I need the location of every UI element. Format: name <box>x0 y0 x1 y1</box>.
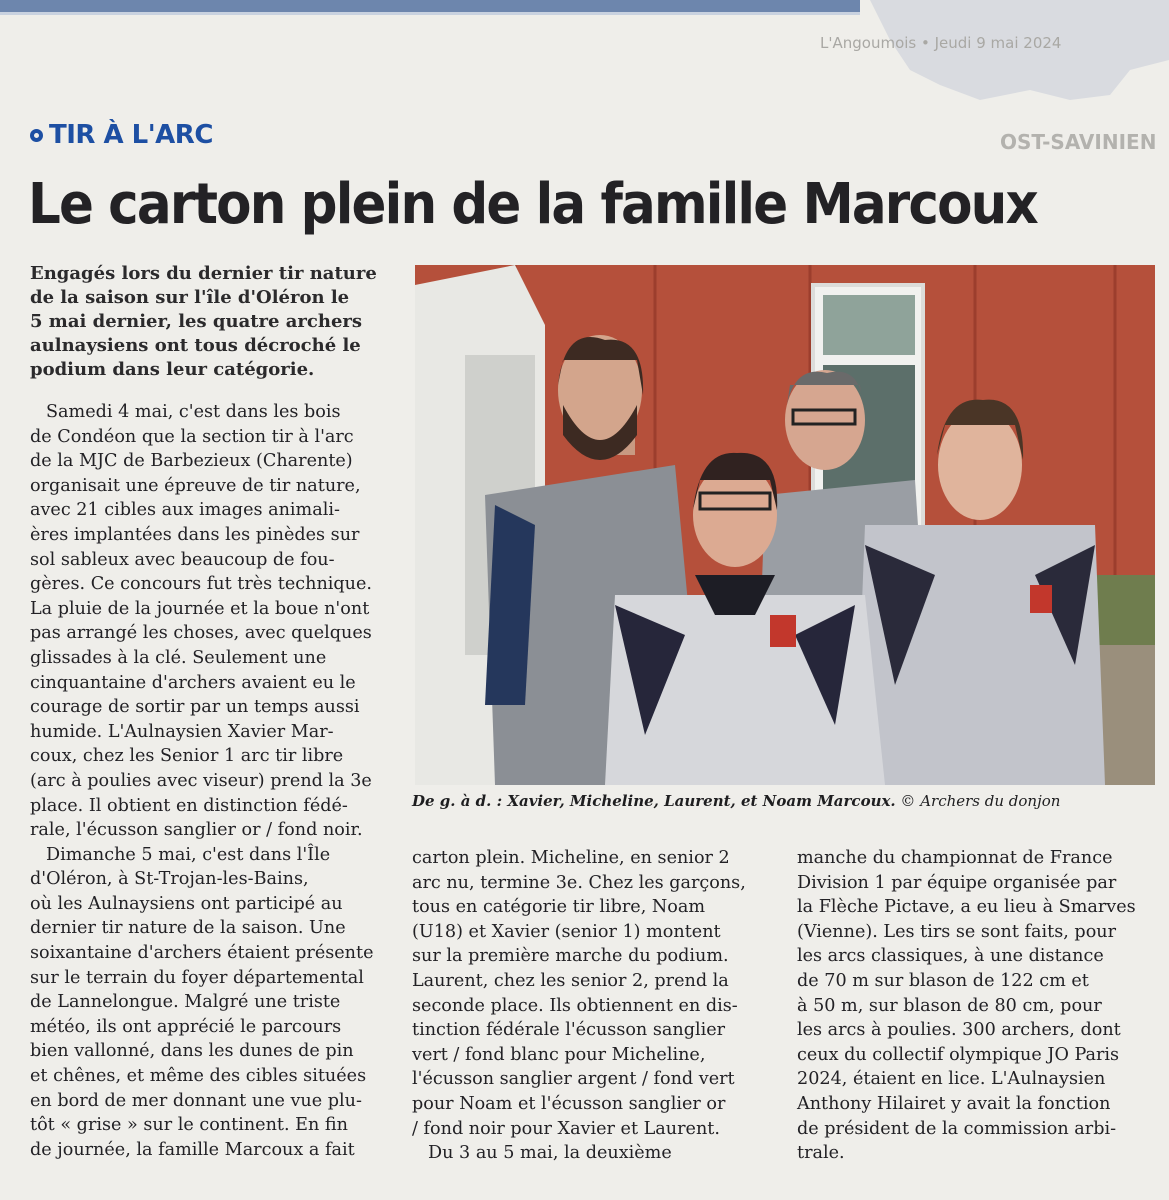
text-line: Dimanche 5 mai, c'est dans l'Île <box>46 844 331 865</box>
text-line: glissades à la clé. Seulement une <box>30 647 327 668</box>
top-color-band <box>0 0 860 12</box>
text-line: carton plein. Micheline, en senior 2 <box>412 848 730 868</box>
text-line: sur le terrain du foyer départemental <box>30 967 364 988</box>
text-line: pas arrangé les choses, avec quelques <box>30 623 372 644</box>
top-color-band-thin <box>0 12 860 15</box>
article-column-1 <box>30 400 382 1162</box>
text-line: aulnaysiens ont tous décroché le <box>30 335 361 356</box>
text-line: où les Aulnaysiens ont participé au <box>30 893 343 914</box>
section-kicker <box>30 120 213 150</box>
caption-credit: © Archers du donjon <box>900 792 1061 810</box>
text-line: de la MJC de Barbezieux (Charente) <box>30 451 353 472</box>
text-line: vert / fond blanc pour Micheline, <box>412 1044 706 1065</box>
text-line: Laurent, chez les senior 2, prend la <box>412 970 729 991</box>
text-line: manche du championnat de France <box>797 848 1113 868</box>
text-line: (U18) et Xavier (senior 1) montent <box>412 921 721 942</box>
text-line: Division 1 par équipe organisée par <box>797 872 1117 893</box>
bleed-through-section: OST-SAVINIEN <box>1000 130 1157 154</box>
kicker-label: TIR À L'ARC <box>49 120 213 150</box>
text-line: (Vienne). Les tirs se sont faits, pour <box>797 921 1117 942</box>
text-line: 2024, étaient en lice. L'Aulnaysien <box>797 1069 1106 1090</box>
text-line: dernier tir nature de la saison. Une <box>30 918 346 939</box>
text-line: arc nu, termine 3e. Chez les garçons, <box>412 872 746 893</box>
text-line: à 50 m, sur blason de 80 cm, pour <box>797 995 1102 1016</box>
photo-caption <box>412 792 1132 810</box>
text-line: cinquantaine d'archers avaient eu le <box>30 672 356 693</box>
text-line: sur la première marche du podium. <box>412 946 729 967</box>
text-line: tôt « grise » sur le continent. En fin <box>30 1115 349 1136</box>
text-line: les arcs à poulies. 300 archers, dont <box>797 1020 1121 1041</box>
text-line: Du 3 au 5 mai, la deuxième <box>428 1143 672 1164</box>
text-line: Engagés lors du dernier tir nature <box>30 263 377 284</box>
text-line: les arcs classiques, à une distance <box>797 946 1104 967</box>
text-line: Anthony Hilairet y avait la fonction <box>797 1093 1111 1114</box>
article-column-2 <box>412 846 767 1166</box>
text-line: sol sableux avec beaucoup de fou- <box>30 549 335 570</box>
text-line: ères implantées dans les pinèdes sur <box>30 524 360 545</box>
text-line: météo, ils ont apprécié le parcours <box>30 1016 342 1037</box>
text-line: la Flèche Pictave, a eu lieu à Smarves <box>797 897 1136 918</box>
map-bleed-graphic <box>830 0 1169 110</box>
text-line: de la saison sur l'île d'Oléron le <box>30 287 350 308</box>
text-line: rale, l'écusson sanglier or / fond noir. <box>30 820 363 841</box>
article-headline: Le carton plein de la famille Marcoux <box>28 172 1037 237</box>
text-line: (arc à poulies avec viseur) prend la 3e <box>30 770 372 791</box>
text-line: de journée, la famille Marcoux a fait <box>30 1139 355 1160</box>
kicker-circle-icon <box>30 129 43 142</box>
text-line: gères. Ce concours fut très technique. <box>30 574 373 595</box>
text-line: de président de la commission arbi- <box>797 1118 1117 1139</box>
text-line: humide. L'Aulnaysien Xavier Mar- <box>30 721 334 742</box>
text-line: La pluie de la journée et la boue n'ont <box>30 598 370 619</box>
bleed-through-date: L'Angoumois • Jeudi 9 mai 2024 <box>820 34 1062 52</box>
text-line: tinction fédérale l'écusson sanglier <box>412 1020 726 1041</box>
text-line: / fond noir pour Xavier et Laurent. <box>412 1118 720 1139</box>
text-line: d'Oléron, à St-Trojan-les-Bains, <box>30 869 309 890</box>
text-line: seconde place. Ils obtiennent en dis- <box>412 995 738 1016</box>
text-line: podium dans leur catégorie. <box>30 359 315 380</box>
article-column-3 <box>797 846 1155 1166</box>
text-line: l'écusson sanglier argent / fond vert <box>412 1069 735 1090</box>
text-line: place. Il obtient en distinction fédé- <box>30 795 348 816</box>
text-line: et chênes, et même des cibles situées <box>30 1066 367 1087</box>
text-line: Samedi 4 mai, c'est dans les bois <box>46 402 341 422</box>
text-line: 5 mai dernier, les quatre archers <box>30 311 363 332</box>
text-line: bien vallonné, dans les dunes de pin <box>30 1041 354 1062</box>
team-photo <box>415 265 1155 785</box>
text-line: de Lannelongue. Malgré une triste <box>30 992 341 1013</box>
text-line: ceux du collectif olympique JO Paris <box>797 1044 1120 1065</box>
text-line: de Condéon que la section tir à l'arc <box>30 426 354 447</box>
text-line: en bord de mer donnant une vue plu- <box>30 1090 362 1111</box>
text-line: coux, chez les Senior 1 arc tir libre <box>30 746 344 767</box>
text-line: trale. <box>797 1143 845 1164</box>
text-line: soixantaine d'archers étaient présente <box>30 943 374 964</box>
text-line: courage de sortir par un temps aussi <box>30 697 360 718</box>
text-line: organisait une épreuve de tir nature, <box>30 475 361 496</box>
text-line: avec 21 cibles aux images animali- <box>30 500 340 521</box>
text-line: pour Noam et l'écusson sanglier or <box>412 1093 726 1114</box>
text-line: tous en catégorie tir libre, Noam <box>412 897 706 918</box>
article-lead <box>30 262 390 382</box>
caption-names: De g. à d. : Xavier, Micheline, Laurent, et Noam Marcoux. <box>412 792 896 810</box>
text-line: de 70 m sur blason de 122 cm et <box>797 970 1089 991</box>
